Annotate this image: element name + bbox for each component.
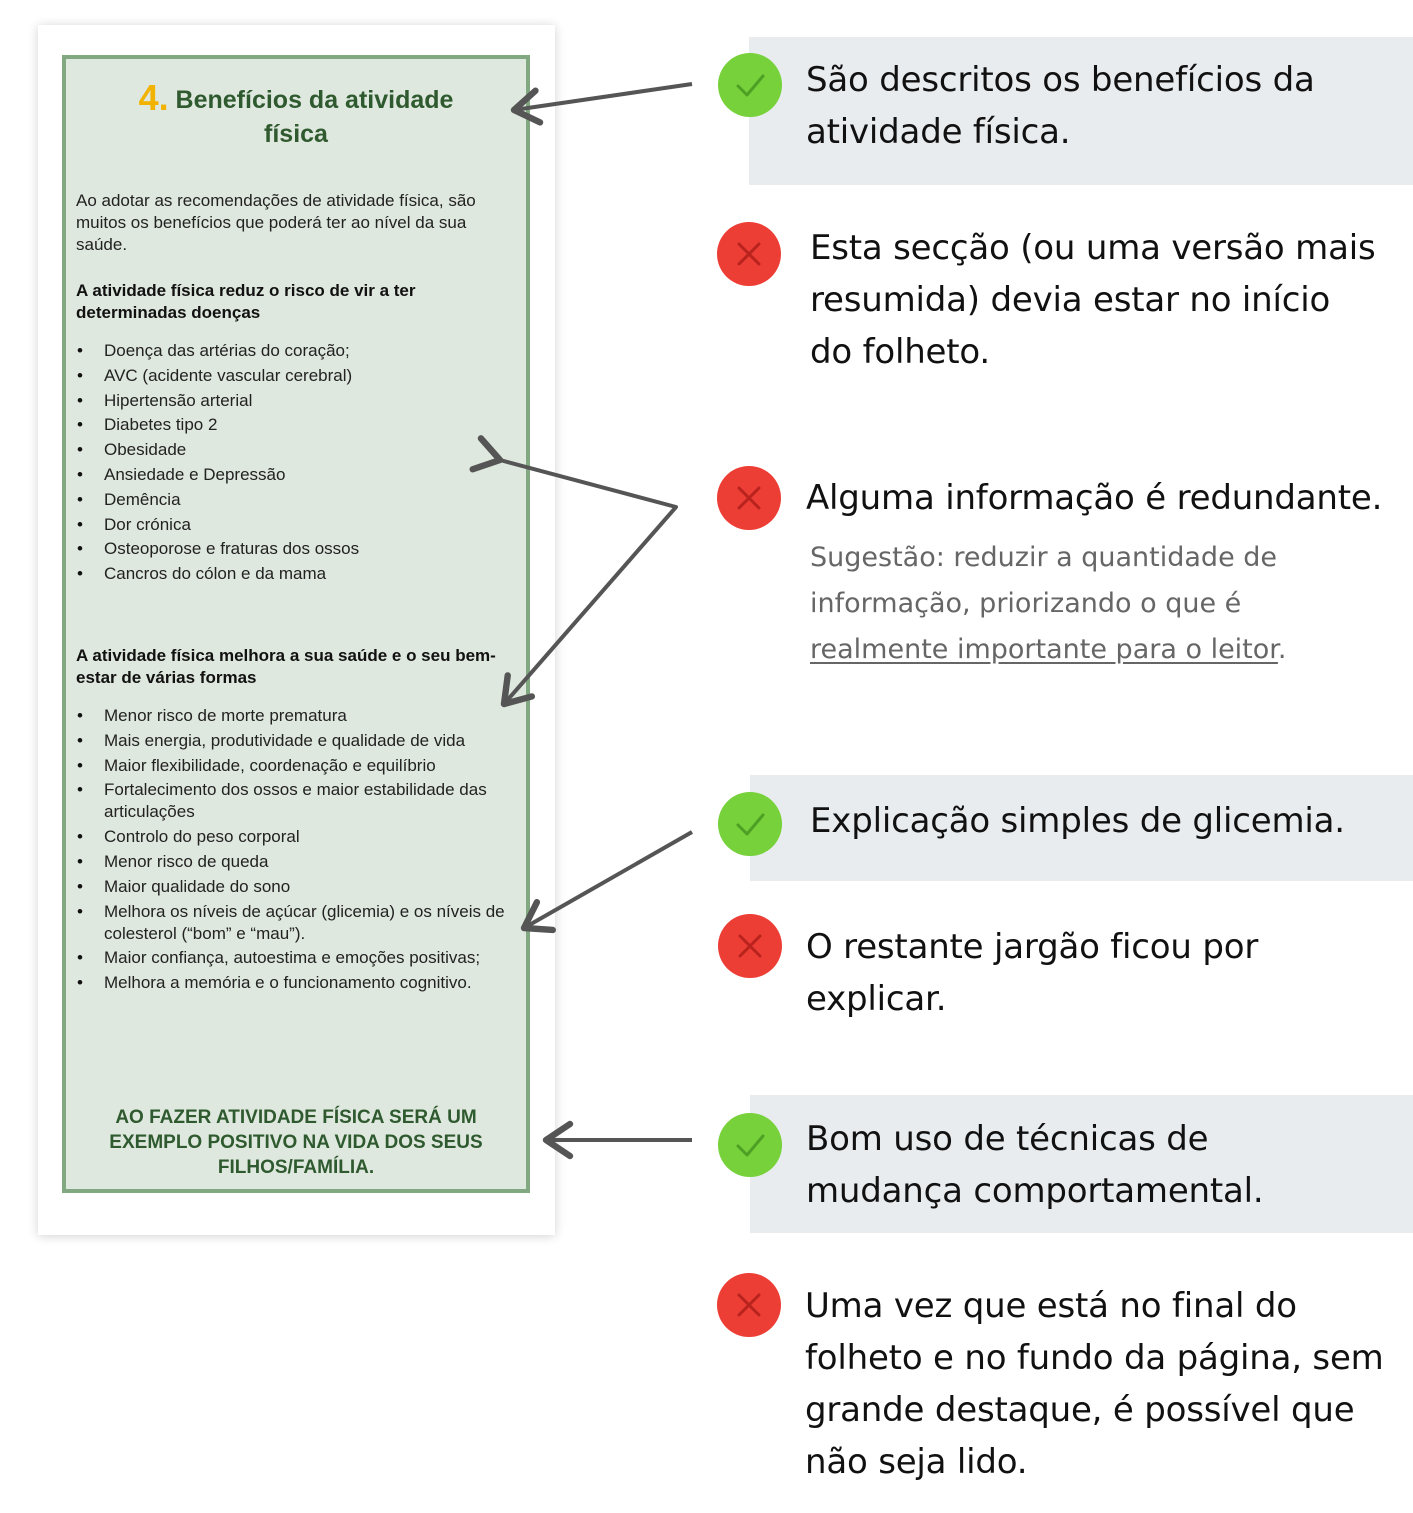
annotation-7-text: Uma vez que está no final do folheto e no fundo da página, sem grande destaque, é possível que não seja lido. xyxy=(805,1286,1384,1482)
suggestion-emphasis: realmente importante para o leitor xyxy=(810,634,1278,665)
annotation-1-text: São descritos os benefícios da atividade física. xyxy=(806,60,1315,152)
list-item: • Maior qualidade do sono xyxy=(76,876,512,898)
list-item: • Diabetes tipo 2 xyxy=(76,414,512,436)
list-item: • Maior flexibilidade, coordenação e equilíbrio xyxy=(76,755,512,777)
leaflet-footer: AO FAZER ATIVIDADE FÍSICA SERÁ UM EXEMPLO POSITIVO NA VIDA DOS SEUS FILHOS/FAMÍLIA. xyxy=(109,1107,483,1178)
list-item: • Menor risco de queda xyxy=(76,851,512,873)
leaflet-intro: Ao adotar as recomendações de atividade física, são muitos os benefícios que poderá ter ao nível da sua saúde. xyxy=(76,191,476,254)
section1-heading: A atividade física reduz o risco de vir a ter determinadas doenças xyxy=(76,281,416,322)
check-icon xyxy=(718,53,782,117)
list-item: • Cancros do cólon e da mama xyxy=(76,563,512,585)
suggestion-prefix: Sugestão: reduzir a quantidade de informação, priorizando o que é xyxy=(810,542,1278,619)
list-item: • Mais energia, produtividade e qualidade de vida xyxy=(76,730,512,752)
suggestion-suffix: . xyxy=(1277,634,1287,665)
list-item: • Doença das artérias do coração; xyxy=(76,340,512,362)
cross-icon xyxy=(718,914,782,978)
annotation-4-text: Explicação simples de glicemia. xyxy=(810,801,1345,841)
cross-icon xyxy=(717,222,781,286)
leaflet-title-line1: Benefícios da atividade xyxy=(175,86,454,114)
section2-heading: A atividade física melhora a sua saúde e o seu bem-estar de várias formas xyxy=(76,646,496,687)
list-item: • Menor risco de morte prematura xyxy=(76,705,512,727)
list-item: • Dor crónica xyxy=(76,514,512,536)
annotation-5-text: O restante jargão ficou por explicar. xyxy=(806,927,1259,1019)
check-icon xyxy=(718,792,782,856)
list-item: • Melhora os níveis de açúcar (glicemia) e os níveis de colesterol (“bom” e “mau”). xyxy=(76,901,512,945)
leaflet-title-line2: física xyxy=(264,120,328,148)
annotation-2-text: Esta secção (ou uma versão mais resumida) devia estar no início do folheto. xyxy=(810,228,1376,372)
list-item: • Obesidade xyxy=(76,439,512,461)
list-item: • Controlo do peso corporal xyxy=(76,826,512,848)
annotation-3-suggestion xyxy=(810,535,1370,673)
list-item: • Demência xyxy=(76,489,512,511)
list-item: • AVC (acidente vascular cerebral) xyxy=(76,365,512,387)
cross-icon xyxy=(717,1273,781,1337)
cross-icon xyxy=(717,466,781,530)
list-item: • Melhora a memória e o funcionamento cognitivo. xyxy=(76,972,512,994)
annotation-3-text: Alguma informação é redundante. xyxy=(806,478,1383,518)
list-item: • Hipertensão arterial xyxy=(76,390,512,412)
check-icon xyxy=(718,1113,782,1177)
list-item: • Fortalecimento dos ossos e maior estabilidade das articulações xyxy=(76,779,512,823)
arrow-title xyxy=(514,84,692,110)
arrow-redundant xyxy=(500,460,676,704)
list-item: • Osteoporose e fraturas dos ossos xyxy=(76,538,512,560)
list-item: • Maior confiança, autoestima e emoções positivas; xyxy=(76,947,512,969)
annotation-6-text: Bom uso de técnicas de mudança comportamental. xyxy=(806,1119,1264,1211)
section-number: 4. xyxy=(138,77,169,118)
arrow-glicemia xyxy=(524,832,692,928)
list-item: • Ansiedade e Depressão xyxy=(76,464,512,486)
